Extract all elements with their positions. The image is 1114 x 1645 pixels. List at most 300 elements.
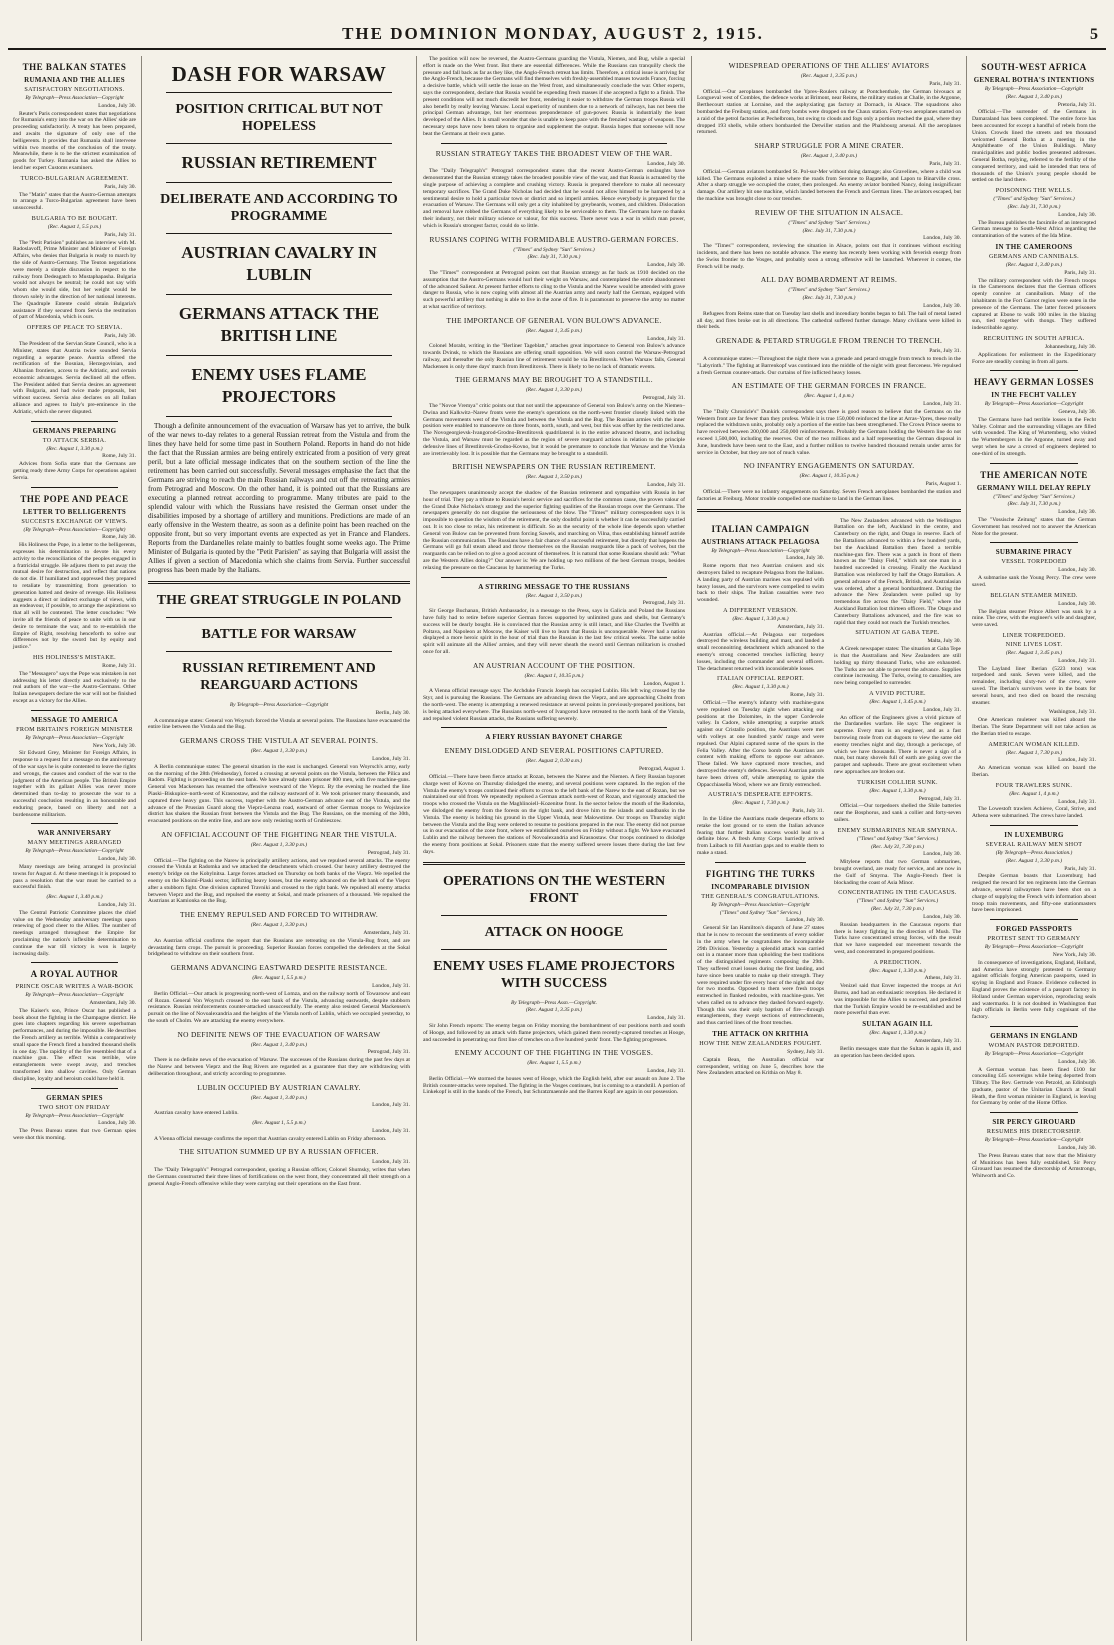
- byline: ("Times" and Sydney "Sun" Services.): [856, 898, 939, 905]
- article-text: The President of the Servian State Council, who is a Minister, states that Austria twice sounded Servia regarding a separate peace. Austria offered the rectification of the Bosnian, Herzegovinian, and Albanian frontiers, access to the Adriatic, and certain economic advantages. Servia declined all the offers. The President added that Servia desires an agreement with Bulgaria, and had twice made proposals, but without success. Servia also declares on all Italian alliance and agrees to Italy's pre-eminence in the Adriatic, which she never disputed.: [13, 340, 136, 415]
- dateline: Paris, July 31.: [792, 808, 824, 815]
- dateline: Malta, July 30.: [927, 638, 961, 645]
- byline: (By Telegraph—Press Association—Copyright): [23, 526, 126, 533]
- dateline: London, July 30.: [1058, 509, 1096, 516]
- dateline: London, July 30.: [786, 917, 824, 924]
- dateline: Berlin, July 30.: [375, 709, 410, 716]
- divider: [31, 1088, 118, 1089]
- article-text: An officer of the Engineers gives a vivid picture of the Dardanelles warfare. He says: The engineer is supreme. Every man is an engineer, and as a fast burrowing mole from cut dugouts to view the same old enemy trenches night and day, through a periscope, of which we have thousands. There is never a sign of a man, but many shovels full of earth are going over the parapet and sapheads. There are great excitement when new approaches are broken out.: [834, 714, 961, 775]
- dateline: London, July 31.: [372, 982, 410, 989]
- headline: ITALIAN CAMPAIGN: [711, 523, 810, 534]
- headline: MESSAGE TO AMERICA: [31, 715, 118, 724]
- headline: GERMANS PREPARING: [32, 426, 117, 435]
- divider: [697, 509, 961, 512]
- dateline: London, July 31.: [1058, 798, 1096, 805]
- divider: [441, 949, 667, 950]
- article-text: A communique states: General von Woyrsch forced the Vistula at several points. The Russians have evacuated the entire line between the Vistula and the Bug.: [148, 717, 410, 731]
- received-line: (Rec. August 1, 3.45 p.m.): [869, 698, 926, 705]
- article-text: Colonel Moraht, writing in the "Berliner Tageblatt," attaches great importance to General von Bulow's advance towards Dvinsk, to which the Russians are offering small opposition. We will soon control the Warsaw-Petrograd railway, and thereafter the only Russian line of retirement would be via Brestlitovsk. When Warsaw falls, General Mackensen is only three days' march from Brestlitovsk. There is likely to be no lack of dramatic events.: [423, 343, 685, 370]
- dateline: London, July 30.: [1058, 600, 1096, 607]
- byline: By Telegraph—Press Association—Copyright: [984, 86, 1084, 92]
- subheadline: TURCO-BULGARIAN AGREEMENT.: [20, 174, 129, 182]
- byline: By Telegraph—Press Association—Copyright: [229, 702, 329, 708]
- dateline: London, July 30.: [647, 160, 685, 167]
- two-column-block: [697, 518, 961, 1081]
- article-text: A Greek newspaper states: The situation at Gaba Tepe is that the Australians and New Zealanders are still holding up thirty thousand Turks, who are exhausted. The Turks are not able to prevent the advance. Supplies continue increasing. The Turks, owing to casualties, are now being compelled to surrender.: [834, 646, 961, 687]
- article-text: The "Daily Chronicle's" Dunkirk correspondent says there is good reason to believe that the Germans on the Western front are far fewer than they profess. While it is true 150,000 reinforced the line at Arras–Ypres, these really replaced the withdrawn units, probably only a portion of the entire has been strengthened. The Crown Prince seems to have received between 200,000 and 250,000 reinforcements. Probably the Germans holding the Western line do not exceed 1,500,000, including the reserves. Out of the two millions and a half representing the German disposal in June, hundreds have been sent to the East, and a further million to twelve hundred thousand remain under arms for service in October, but they are not of much value.: [697, 408, 961, 456]
- subheadline: THE GENERAL'S CONGRATULATIONS.: [701, 892, 820, 900]
- dateline: Petrograd, July 31.: [367, 1049, 410, 1056]
- subheadline: ENEMY DISLODGED AND SEVERAL POSITIONS CAPTURED.: [444, 746, 664, 756]
- byline: ("Times" and Sydney "Sun" Services.): [788, 287, 870, 294]
- divider: [31, 487, 118, 488]
- received-line: (Rec. August 1, 3.45 p.m.): [1005, 650, 1063, 657]
- received-line: (Rec. August 1, 4 p.m.): [1009, 790, 1059, 797]
- article-text: The "Times'" correspondent at Petrograd points out that Russian strategy as far back as 1910 decided on the assumption that the Austro-Germans would hurl their weight on Warsaw, and contemplated the entire abandonment of the advanced Salient. At present further efforts to cling to the Vistula and the Narew would be attended with grave danger to Russia, who is now coping with almost all the Austrian army and nearly half the German, equipped with such powerful artillery that nothing is able to live in the zone of fire. It is paramount to preserve the army no matter at what sacrifice of territory.: [423, 269, 685, 310]
- subheadline: ENEMY SUBMARINES NEAR SMYRNA.: [837, 826, 958, 834]
- article-text: Many meetings are being arranged in provincial towns for August 4. At these meetings it is proposed to pass a resolution that the war must be carried to a successful finish.: [13, 863, 136, 891]
- article-text: Berlin messages state that the Sultan is again ill, and an operation has been decided upon.: [834, 1045, 961, 1059]
- article-text: Refugees from Reims state that on Tuesday last shells and incendiary bombs began to fall. The hail of metal lasted all day, and fires broke out in all directions. The cathedral suffered further damage. Many civilians were killed in their beds.: [697, 310, 961, 331]
- received-line: (Rec. August 1, 3.30 p.m.): [1005, 857, 1063, 864]
- dateline: London, July 30.: [1058, 567, 1096, 574]
- column-4: [692, 56, 967, 1641]
- byline: By Telegraph—Press Association—Copyright: [25, 734, 124, 741]
- article-text: An Austrian official confirms the report that the Russians are retreating on the Vistula-Bug front, and are devastating farm crops. The pursuit is proceeding. Superior Russian forces compelled the defenders at the Sokal bridgehead to withdraw on their southern front.: [148, 937, 410, 958]
- headline: THE AMERICAN NOTE: [980, 469, 1088, 480]
- received-line: (Rec. August 1, 7.30 p.m.): [732, 800, 789, 807]
- headline: SOUTH-WEST AFRICA: [981, 62, 1087, 72]
- subheadline: SATISFACTORY NEGOTIATIONS.: [24, 86, 125, 93]
- article-text: Sir George Buchanan, British Ambassador, in a message to the Press, says in Galicia and Poland the Russians have fully had to retire before superior German forces supported by unlimited guns and shells, but Germany's success will be dearly bought. He is convinced that the Russian army is still intact, and like Charles the Twelfth at Poltava, and Napoleon at Moscow, the Kaiser will live to learn that Russia is unconquerable. Never had a nation displayed a more heroic spirit in the hour of trial than the Russian in the last few critical weeks. The same noble spirit will animate all the Allies' armies, and they will never sheath the sword until German militarism is crushed once for all.: [423, 608, 685, 655]
- divider: [31, 962, 118, 963]
- subheadline: GERMANS ADVANCING EASTWARD DESPITE RESISTANCE.: [170, 963, 388, 973]
- subheadline: SULTAN AGAIN ILL: [862, 1020, 933, 1029]
- subheadline: ENEMY USES FLAME PROJECTORS WITH SUCCESS: [433, 958, 675, 991]
- subheadline: HOW THE NEW ZEALANDERS FOUGHT.: [699, 1040, 822, 1048]
- article-text: The "Petit Parisien" publishes an interview with M. Radoslavoff, Prime Minister and Minister of Foreign Affairs, who denies that Bulgaria is ready to march by the side of Austro-Germany. The Teuton negotiations were merely a simple discussion in respect to the railway from Dedeagatch to Mustaphapasha. Bulgaria would not always be neutral; he could not say with whom she would side, but her weight would be thrown solely in the direction of her national interests. The Quadruple Entente could obtain Bulgaria's assistance if they secured from Servia the restitution of part of Macedonia, which is ours.: [13, 239, 136, 321]
- subheadline: VESSEL TORPEDOED: [1001, 558, 1067, 566]
- divider: [166, 416, 392, 417]
- divider: [166, 143, 392, 144]
- dateline: Rome, July 30.: [102, 534, 136, 541]
- byline: By Telegraph—Press Association—Copyright: [25, 95, 124, 101]
- article-text: The "Daily Telegraph's" Petrograd correspondent, quoting a Russian officer, Colonel Shumsky, writes that when the Germans constructed their three lines of fortifications on the west front, they concentrated all their strength on a general Anglo-French offensive while they were carrying out their operations on the East front.: [148, 1167, 410, 1187]
- received-line: (Rec. July 31, 7.30 p.m.): [527, 254, 581, 261]
- headline: FORGED PASSPORTS: [995, 925, 1073, 934]
- headline: IN THE CAMEROONS: [995, 242, 1073, 251]
- received-line: (Rec. August 1, 3.30 p.m.): [250, 748, 308, 755]
- subheadline: INCOMPARABLE DIVISION: [711, 882, 810, 891]
- article-text: His Holiness the Pope, in a letter to the belligerents, expresses his determination to devote his every activity to the reconciliation of the peoples engaged in a fratricidal struggle. He adjures them to put away the mutual desire for destruction, and reflect that nations do not die. If humiliated and oppressed they prepared to retaliate by transmitting from generation to generation hatred and desire of revenge. His Holiness suggests a direct or indirect exchange of views, with an endeavour, if possible, to arrange the aspirations so that all will be contented. The letter concludes: "We invite all the friends of peace to unite with us in our desire to terminate the war, and to re-establish the Empire of Right, resolving henceforth to solve our differences not by the sword but by equity and justice.": [13, 542, 136, 651]
- received-line: (Rec. July 31, 7.30 p.m.): [871, 906, 924, 913]
- headline: A FIERY RUSSIAN BAYONET CHARGE: [485, 733, 623, 742]
- sub-column-right: [834, 518, 961, 1081]
- received-line: (Rec. August 1, 3.30 p.m.): [732, 684, 789, 691]
- article-text: Despite German boasts that Luxemburg had resigned the reward for ten regiments into the German advance, several railwaymen have been shot on a charge of supplying the French with information about troop train movements, and fifty-one stationmasters have been imprisoned.: [972, 873, 1096, 914]
- sub-column-left: [697, 518, 824, 1081]
- byline: By Telegraph—Press Association—Copyright: [711, 901, 810, 908]
- article-text: The newspapers unanimously accept the shadow of the Russian retirement and sympathise with Russia in her hour of trial. They pay a tribute to Russia's heroic service and sacrifices for the common cause, the proven valour of the Grand Duke Nicholas's strategy and the superior fighting qualities of the Russian troops over the Germans. The newspapers generally do not disguise the seriousness of the blow. The "Times'" military correspondent says it is impossible to question the wisdom of the retirement, the only doubtful point is whether it can be successfully carried out. It is too close to relax, his retirement is difficult. So as the security of the whole line depends upon whether General von Bulow can be prevented from forcing Sawels, and marching on Vilna, thus establishing himself astride the Russian communication. The Russians have a fair chance of a successful retirement, but directly that happens the Germans will go full steam ahead and throw themselves on the Russian rearguards like a pack of wolves, but the rearguards can be relied on to give a good account of themselves. It is natural that some Russians should ask: "What are the Western Allies doing?" Our answer is: We are holding up two millions of the best German troops, besides relaxing the pressure on the Caucasus by hammering the Turks.: [423, 490, 685, 571]
- received-line: (Rec. July 31, 7.30 p.m.): [871, 843, 924, 850]
- divider: [990, 542, 1078, 543]
- divider: [990, 825, 1078, 826]
- headline: THE GREAT STRUGGLE IN POLAND: [156, 593, 402, 608]
- article-text: An American woman was killed on board the Iberian.: [972, 765, 1096, 778]
- divider: [441, 915, 667, 916]
- subheadline: CONCENTRATING IN THE CAUCASUS.: [838, 889, 957, 897]
- subheadline: ATTACK ON HOOGE: [484, 924, 624, 940]
- divider: [166, 233, 392, 234]
- subheadline: A DIFFERENT VERSION.: [723, 607, 798, 615]
- article-text: Official.—The fighting on the Narew is principally artillery actions, and we repulsed several attacks. The enemy crossed the Vistula at Radomka and we attacked the detachments which crossed. Our heavy artillery destroyed the enemy's bridge on the Kobylnitsa. Large forces attacked on Thursday on both banks of the Vieprz. We repelled the enemy on the Khoimi-Piaski sector, inflicting heavy losses, but the enemy advanced on the left bank of the Vieprz after a stubborn fight. One division captured Travniki and crossed to the right bank. We repulsed all enemy attacks between Vieprz and the Bug, and repulsed the enemy at Sokal, and made prisoners of a thousand. We repulsed the Austrians at Kamionka on the Bug.: [148, 857, 410, 905]
- article-text: The military correspondent with the French troops in the Cameroons declares that the German officers openly connive at cannibalism. Many of the inhabitants in the Fort Garnot region were eaten in the presence of the Germans. The latter forced prisoners captured at Ebone to walk 100 miles in the blazing sun, tied together with thongs. They suffered indescribable agony.: [972, 277, 1096, 332]
- byline: By Telegraph—Press Association—Copyright: [25, 1112, 124, 1119]
- article-text: General Sir Ian Hamilton's dispatch of June 27 states that he is now to recount the sentiments of every soldier in the army when he congratulates the incomparable 29th Division. Yesterday a splendid attack was carried out in a manner more than upholding the best traditions of the distinguished regiments composing the 29th. They suffered cruel losses during the first landing, and have since been unable to make up their strength. They were required under fire every hour of the night and day for two months. Opposed to them were fresh troops entrenched in flanked redoubts, with machine-guns. Yet when called on to advance they dashed forward eagerly. Though this was their only baptism of fire—through entanglements, they swept sections of entrenchments, and thus carried lines of the front trenches.: [697, 925, 824, 1027]
- subheadline: RUMANIA AND THE ALLIES: [24, 76, 125, 84]
- article-text: Austrian official.—At Pelagosa our torpedoes destroyed the wireless building and mast, and landed a small reconnoitring detachment which advanced to the enemy's strong concerted trenches inflicting heavy losses, including the commander and several officers. The detachment returned with inconsiderable losses.: [697, 631, 824, 672]
- dateline: Geneva, July 30.: [1058, 409, 1096, 416]
- received-line: (Rec. August 1, 4 p.m.): [804, 393, 854, 400]
- byline: (By Telegraph—Press Association.): [995, 849, 1073, 856]
- received-line: (Rec. August 1, 3.40 p.m.): [250, 1094, 308, 1101]
- columns: [8, 56, 1106, 1641]
- dateline: Paris, July 31.: [929, 160, 961, 167]
- deck-headline: RUSSIAN RETIREMENT: [181, 153, 377, 172]
- dateline: London, July 30.: [98, 856, 136, 863]
- article-text: A Berlin communique states: The general situation in the east is unchanged. General von Woyrsch's army, early on the morning of the 28th (Wednesday), forced a crossing at several points on the Vistula, between the Pilica and Radom. Fighting is proceeding on the east bank. We have already taken prisoner 800 men, with five machine-guns. General von Mackensen has resumed the offensive westward of the Vieprz. By the evening he reached the line Piaski–Biskupice–north-west of Krasnostaw, and the railway eastward of it. We took prisoner many thousands, and captured three heavy guns. This success, together with the Austro-German advance east of the Vistula, and the advance of the Prussian Guard along the Vieprz-Lenzna road, eastward of other German troops to Wojslawice district has shaken the Russian front between the Vistula and the Bug. The Russians, on the morning of the 30th, evacuated positions on the entire line, and are now only resisting north of Grubieszow.: [148, 763, 410, 825]
- dateline: London, July 31.: [923, 706, 961, 713]
- subheadline: ALL DAY BOMBARDMENT AT REIMS.: [760, 275, 898, 285]
- received-line: (Rec. August 1, 3.35 p.m.): [525, 1007, 583, 1014]
- divider: [31, 710, 118, 711]
- subheadline: PRINCE OSCAR WRITES A WAR-BOOK: [15, 983, 134, 991]
- dateline: New York, July 30.: [92, 742, 136, 749]
- subheadline: SUCCESTS EXCHANGE OF VIEWS.: [21, 517, 128, 525]
- subheadline: SITUATION AT GABA TEPE.: [855, 629, 940, 637]
- subheadline: LUBLIN OCCUPIED BY AUSTRIAN CAVALRY.: [197, 1082, 361, 1092]
- subheadline: PROTEST SENT TO GERMANY: [987, 935, 1081, 943]
- received-line: (Rec. August 1, 5.5 p.m.): [527, 1060, 581, 1067]
- subheadline: TURKISH COLLIER SUNK.: [857, 778, 938, 786]
- divider: [990, 1112, 1078, 1113]
- article-text: A German woman has been fined £100 for concealing £45 sovereigns while being deported from Tilbury. The Rev. Gertrude von Petzold, an Edinburgh graduate, pastor of the Unitarian Church at Small Heath, the first woman minister in England, is leaving for Germany by order of the Home Office.: [972, 1066, 1096, 1107]
- subheadline: BRITISH NEWSPAPERS ON THE RUSSIAN RETIREMENT.: [452, 462, 656, 472]
- subheadline: ENEMY ACCOUNT OF THE FIGHTING IN THE VOSGES.: [454, 1048, 654, 1058]
- subheadline: LETTER TO BELLIGERENTS: [22, 507, 127, 516]
- divider: [441, 727, 667, 728]
- subheadline: NINE LIVES LOST.: [1005, 641, 1063, 649]
- article-text: A communique states:—Throughout the night there was a grenade and petard struggle from trench to trench in the "Labyrinth." The fighting at Barrenkopf was continued into the middle of the night with great fierceness. We repulsed a fresh German counter-attack. Our curtains of fire inflicted heavy losses.: [697, 355, 961, 376]
- column-1: [8, 56, 142, 1641]
- byline: ("Times" and Sydney "Sun" Services.): [993, 493, 1075, 500]
- headline: SUBMARINE PIRACY: [995, 548, 1073, 557]
- article-text: The Central Patriotic Committee places the chief value on the Wednesday anniversary meetings upon renewing of good cheer to the Allies. The number of meetings arranged throughout the Empire for proclaiming the nation's inflexible determination to continue the war till victory is won is largely increasing daily.: [13, 909, 136, 957]
- article-text: The Belgian steamer Prince Albert was sunk by a mine. The crew, with the engineer's wife and daughter, were saved.: [972, 608, 1096, 629]
- article-text: The Press Bureau states that now that the Ministry of Munitions has been fully established, Sir Percy Girouard has resumed the directorship of Armstrongs, Whitworth and Co.: [972, 1152, 1096, 1180]
- article-text: Mitylene reports that two German submarines, brought overland, are ready for service, and are now in the Gulf of Smyrna. The Anglo-French fleet is blockading the coast of Asia Minor.: [834, 859, 961, 886]
- dateline: Pretoria, July 31.: [1057, 101, 1096, 108]
- byline: ("Times" and Sydney "Sun" Services.): [788, 219, 870, 226]
- divider: [31, 421, 118, 422]
- dateline: Amsterdam, July 31.: [777, 623, 824, 630]
- dateline: London, July 30.: [647, 262, 685, 269]
- article-text: The position will now be reversed, the Austro-Germans guarding the Vistula, Niemen, and Bug, while a special effort is made on the West front. But there are essential differences. While the Russians can tranquilly check the pressure and fall back as far as they like, the Anglo-French retreat has limits. Therefore, a critical issue is arriving for the Anglo-French, because the Germans will find themselves with freshly-assembled masses towards France, forcing a decisive battle, which will settle the issue on the West front, and simultaneously conclude the war. Other experts, says the correspondent, declare that Russia would be expending fresh masses if she accepted a fight to a finish. The present conditions will not much discredit her front, rendering it easier to withdraw the German troops Russia will also benefit by really leaving Warsaw. Local superiority of numbers due to a network of railways, has not been the principal German advantage, but her enormous preponderance of gun-power. Russia is industrially the least developed of the Allies. It is small wonder that she is unable to keep pace with the frenzied wastage of weapons. The necessary steps have now been taken to organise and supplement the output. Russia hopes that someone will now beat the Germans at their own game.: [423, 56, 685, 137]
- masthead-title: THE DOMINION MONDAY, AUGUST 2, 1915.: [342, 24, 764, 43]
- byline: By Telegraph—Press Association—Copyright: [984, 944, 1084, 951]
- subheadline: AUSTRIA'S DESPERATE EFFORTS.: [708, 791, 813, 799]
- subheadline: AN AUSTRIAN ACCOUNT OF THE POSITION.: [472, 660, 636, 670]
- deck-headline: POSITION CRITICAL BUT NOT HOPELESS: [175, 102, 383, 134]
- article-text: Official.—German aviators bombarded St. Pol-sur-Mer without doing damage; also Gravelines, where a child was killed. The Germans exploded a mine where the roads from Seronne to Bagatelle, and Lapon to Binarville cross. After a sharp struggle we occupied the crater, then prolonged. An enemy aviator bombed Nancy, doing insignificant damage. Our artillery hit one machine, which landed between the French and German lines. The aviators escaped, but the machine was brought close to our trenches.: [697, 168, 961, 202]
- divider: [166, 651, 392, 652]
- article-text: The "Messagero" says the Pope was mistaken in not addressing his letter directly and exclusively to the real authors of the war—the Austro-Germans. Other Italian newspapers declare the war will not be finished except as a victory for the Allies.: [13, 670, 136, 704]
- dateline: Petrograd, July 31.: [642, 600, 685, 607]
- received-line: (Rec. August 1, 3.30 p.m.): [525, 387, 583, 394]
- subheadline: TWO SHOT ON FRIDAY: [38, 1103, 111, 1111]
- headline: WAR ANNIVERSARY: [37, 829, 112, 838]
- subheadline: GERMANS CROSS THE VISTULA AT SEVERAL POINTS.: [179, 736, 379, 746]
- subheadline: REVIEW OF THE SITUATION IN ALSACE.: [754, 207, 904, 217]
- received-line: (Rec. July 31, 7.30 p.m.): [802, 295, 856, 302]
- article-text: Berlin Official.—Our attack is progressing north-west of Lomza, and on the railway north of Towaroow and east of Rozan. General Von Woyrsch crossed to the east bank of the Vistula, advancing eastwards, despite stubborn resistance. Russian reinforcements counter-attacked unsuccessfully. The enemy also resisted General Mackensen's pursuit on the line of Novoalexandria and the heights of the Vistula north of Lublin, which we occupied yesterday, to the south of Cholm. We are attacking the enemy everywhere.: [148, 990, 410, 1024]
- dateline: New York, July 30.: [1052, 951, 1096, 958]
- subheadline: AN ESTIMATE OF THE GERMAN FORCES IN FRANCE.: [731, 381, 927, 391]
- subheadline: THE IMPORTANCE OF GENERAL VON BULOW'S ADVANCE.: [446, 315, 662, 325]
- article-text: The Bureau publishes the facsimile of an intercepted German message to South-West Africa regarding the contamination of the waters of the Ida Mine.: [972, 219, 1096, 240]
- article-text: The "Matin" states that the Austro-German attempts to arrange a Turco-Bulgarian agreement have been unsuccessful.: [13, 191, 136, 212]
- dateline: Rome, July 31.: [102, 663, 136, 669]
- received-line: (Rec. August 1, 3.30 p.m.): [250, 922, 308, 929]
- received-line: (Rec. July 31, 7.30 p.m.): [1007, 203, 1061, 210]
- subheadline: SHARP STRUGGLE FOR A MINE CRATER.: [754, 141, 904, 151]
- subheadline: THE ENEMY REPULSED AND FORCED TO WITHDRAW.: [179, 910, 379, 920]
- divider: [441, 143, 667, 144]
- dateline: London, July 31.: [1058, 757, 1096, 764]
- received-line: (Rec. August 1, 10.35 p.m.): [799, 473, 859, 480]
- headline: OPERATIONS ON THE WESTERN FRONT: [442, 873, 666, 906]
- received-line: (Rec. August 1, 3.35 p.m.): [800, 73, 858, 79]
- dateline: Petrograd, July 31.: [918, 795, 961, 802]
- deck-headline: ENEMY USES FLAME PROJECTORS: [191, 365, 367, 406]
- divider: [990, 370, 1078, 371]
- subheadline: MANY MEETINGS ARRANGED: [27, 839, 122, 847]
- dateline: Paris, July 30.: [104, 183, 136, 190]
- byline: ("Times" and Sydney "Sun" Services.): [513, 246, 595, 253]
- subheadline: LINER TORPEDOED.: [1002, 632, 1066, 640]
- article-text: There is no definite news of the evacuation of Warsaw. The successes of the Russians during the past few days at the Narew and between Vieprz and the Bug Rivers are regarded as a guarantee that they are withdrawing with deliberation throughout, and strictly according to programme.: [148, 1057, 410, 1077]
- article-text: Official.—Our torpedoers shelled the Shile batteries near the Bosphorus, and sank a collier and forty-seven sailers.: [834, 803, 961, 823]
- received-line: (Rec. August 1, 7.30 p.m.): [1005, 749, 1063, 756]
- dateline: London, July 30.: [923, 302, 961, 309]
- headline: GERMANS IN ENGLAND: [990, 1031, 1078, 1040]
- divider: [166, 92, 392, 93]
- dateline: Paris, July 31.: [1064, 865, 1096, 872]
- byline: By Telegraph—Press Association—Copyright: [984, 1050, 1084, 1057]
- article-text: Official.—There were no infantry engagements on Saturday. Seven French aeroplanes bombarded the station and factories at Freiburg. Motor trouble compelled one machine to land in the German lines.: [697, 489, 961, 502]
- article-text: The "Times'" correspondent, reviewing the situation in Alsace, points out that it continues without exciting incidents, and there has been no notable advance. The enemy has recently been working with feverish energy from the Swiss frontier to the Vosges, and probably soon a strong offensive will be launched. Wherever it comes, the French will be ready.: [697, 243, 961, 270]
- dateline: Paris, August 1.: [925, 481, 961, 488]
- byline: By Telegraph—Press Association—Copyright: [711, 547, 810, 554]
- dateline: London, July 31.: [1058, 657, 1096, 664]
- dateline: London, July 31.: [647, 482, 685, 489]
- headline: FIGHTING THE TURKS: [705, 868, 816, 879]
- article-text: Reuter's Paris correspondent states that negotiations for Rumania's entry into the war on the Allies' side are proceeding satisfactorily. A treaty has been prepared, and awaits the signature of only one of the belligerents. It provides that Rumania shall intervene within two months of the conclusion of the treaty. Meanwhile, there is to be the strictest examination of goods for Turkey. Rumania has asked the Allies to lend her expert Customs examiners.: [13, 110, 136, 171]
- main-headline: DASH FOR WARSAW: [171, 62, 387, 86]
- article-text: One American muleteer was killed aboard the Iberian. The State Department will not take action as the Iberian tried to escape.: [972, 717, 1096, 737]
- dateline: London, July 30.: [98, 1120, 136, 1127]
- received-line: (Rec. August 1, 3.40 p.m.): [1005, 93, 1063, 100]
- dateline: London, July 31.: [647, 1068, 685, 1075]
- subheadline: RESUMES HIS DIRECTORSHIP.: [986, 1128, 1082, 1136]
- dateline: Paris, July 31.: [929, 348, 961, 355]
- byline: ("Times" and Sydney "Sun" Services.): [856, 835, 939, 842]
- dateline: Paris, July 31.: [104, 231, 136, 238]
- dateline: Johannesburg, July 30.: [1044, 343, 1096, 350]
- received-line: (Rec. August 1, 3.50 p.m.): [525, 474, 583, 481]
- dateline: London, July 30.: [98, 102, 136, 109]
- headline: A ROYAL AUTHOR: [30, 969, 119, 980]
- subheadline: SEVERAL RAILWAY MEN SHOT: [985, 840, 1083, 848]
- received-line: (Rec. July 31, 7.30 p.m.): [802, 227, 856, 234]
- masthead: [8, 18, 1106, 50]
- dateline: London, July 30.: [786, 555, 824, 562]
- divider: [423, 862, 685, 865]
- received-line: (Rec. August 1, 3.30 p.m.): [869, 787, 926, 794]
- subheadline: IN THE FECHT VALLEY: [991, 391, 1077, 400]
- article-text: In the Udine the Austrians made desperate efforts to retake the lost ground or to stem the Italian advance fearing that further Italian success would lead to a definite blow. A fresh Army Corps hurriedly arrived from Laibach to fill Austrian gaps and to enable them to make a stand.: [697, 815, 824, 856]
- article-text: In consequence of investigations, England, Holland, and America have strongly protested to Germany against officials forging American passports, used in spying in England and France. Evidence collected in England proves the existence of a passport factory in Holland under German supervision, reproducing seals and watermarks. It is not doubted in Washington that high officials in Berlin were fully cognisant of the factory.: [972, 959, 1096, 1021]
- received-line: (Rec. August 1, 3.45 p.m.): [525, 327, 583, 334]
- subheadline: BELGIAN STEAMER MINED.: [990, 591, 1078, 599]
- dateline: Washington, July 31.: [1048, 709, 1096, 716]
- dateline: Sydney, July 31.: [787, 1049, 824, 1056]
- article-text: Sir John French reports: The enemy began on Friday morning the bombardment of our positions north and south of Hooge, and followed by an attack with flame projectors, which gained them recently-captured trenches at Hooge, and succeeded in penetrating our first line of trenches on a five hundred yards' front. The fighting progresses.: [423, 1022, 685, 1043]
- byline: By Telegraph—Press Assn.—Copyright.: [510, 999, 598, 1006]
- subheadline: OFFERS OF PEACE TO SERVIA.: [26, 324, 123, 332]
- article-text: Official.—Our aeroplanes bombarded the Ypres–Roulers railway at Pontchenthale, the German bivouacs at Longueval west of Combles, the defence works at Brimont, near Reims, the military station at Challe, in the Argonne, Berthecourt station at Lorraine, and the asphyxiating gas factory at Dornach, in Alsace. The squadrons also bombarded the Freiburg station, and forty bombs were dropped on the Chaux station. Forty-two aeroplanes started on a raid of the petrol factories at Pechelbronn, but owing to clouds and fogs only a portion reached the goal, where they dropped 193 shells, while others bombarded the Detwiller station and the Phalsbourg arsenal. All the aeroplanes returned.: [697, 88, 961, 136]
- subheadline: GENERAL BOTHA'S INTENTIONS: [973, 76, 1095, 84]
- dateline: Amsterdam, July 30.: [89, 1000, 136, 1007]
- article-text: Official.—The surrender of the Germans in Damaraland has been completed. The entire force has been accounted for except a handful of rebels from the Union. Crowds lined the streets and ten thousand welcomed General Botha at a meeting in the Amphitheatre of the Union Buildings. Many municipalities and public bodies presented addresses. General Botha, replying, referred to the fertility of the conquered territory, and said he intended that tens of thousands of the Union's young people should be settled on the land there.: [972, 109, 1096, 184]
- subheadline: A VIVID PICTURE.: [869, 689, 926, 697]
- subheadline: NO INFANTRY ENGAGEMENTS ON SATURDAY.: [743, 461, 915, 471]
- received-line: (Rec. August 1, 3.30 p.m.): [46, 445, 103, 452]
- subheadline: HIS HOLINESS'S MISTAKE.: [33, 654, 116, 661]
- subheadline: WIDESPREAD OPERATIONS OF THE ALLIES' AVIATORS: [728, 61, 930, 70]
- article-text: A Vienna official message says: The Archduke Francis Joseph has occupied Lublin. His left wing crossed by the Styr, and is pursuing the Russians. The Germans are advancing down the Vieprz, and are approaching Cholm from the north-west. The enemy is attempting a renewed resistance at several points in previously-prepared positions, but is being attacked everywhere. The Russians north-west of Ivangorod have retreated to the north bank of the Vistula, and repulsed violent Russian attacks, the Russians suffering severely.: [423, 688, 685, 722]
- subheadline: RECRUITING IN SOUTH AFRICA.: [983, 334, 1085, 342]
- headline: IN LUXEMBURG: [1004, 830, 1064, 839]
- received-line: (Rec. August 1, 3.40 p.m.): [1005, 261, 1063, 268]
- deck-headline: GERMANS ATTACK THE BRITISH LINE: [178, 304, 380, 345]
- received-line: (Rec. July 31, 7.30 p.m.): [1007, 501, 1061, 508]
- subheadline: THE SITUATION SUMMED UP BY A RUSSIAN OFFICER.: [179, 1147, 379, 1157]
- dateline: Rome, July 31.: [102, 453, 136, 460]
- article-text: Rome reports that two Austrian cruisers and six destroyers failed to recapture Pelagosa from the Italians. A landing party of Austrian marines was repulsed with heavy losses, and the survivors were compelled to swim back to their ships. The Italian casualties were two wounded.: [697, 563, 824, 604]
- dateline: Rome, July 31.: [790, 692, 824, 699]
- subheadline: RUSSIAN STRATEGY TAKES THE BROADEST VIEW OF THE WAR.: [435, 148, 673, 158]
- byline: By Telegraph—Press Association—Copyright: [984, 1137, 1084, 1144]
- dateline: London, July 31.: [372, 755, 410, 762]
- dateline: London, July 31.: [372, 1102, 410, 1109]
- divider: [715, 862, 806, 863]
- dateline: Paris, July 31.: [1064, 269, 1096, 276]
- divider: [166, 294, 392, 295]
- article-text: Applications for enlistment in the Expeditionary Force are steadily coming in from all parts.: [972, 351, 1096, 365]
- subheadline: POISONING THE WELLS.: [995, 187, 1073, 195]
- dateline: London, July 31.: [372, 1159, 410, 1166]
- subheadline: AN OFFICIAL ACCOUNT OF THE FIGHTING NEAR THE VISTULA.: [161, 829, 397, 839]
- dateline: Petrograd, July 31.: [367, 849, 410, 856]
- divider: [31, 823, 118, 824]
- article-text: The "Novoe Vremya" critic points out that not until the appearance of General von Bulow's army on the Niemen–Dwina and Kalkwitz–Narew fronts were the enemy's operations on the north-west frontier closely linked with the Germans movements west of the Vistula and between the Vistula and the Bug. The Russian armies with the inner position were enabled to manoeuvre on three fronts, north, south, and west, but this was offset by the restricted area. The Novogeorgievsk-Ivangorod-Grodno-Brestlitovsk quadrilateral is in the entire advanced theatre, and including the Vistula, and Warsaw must be regarded as the region of severe rearguard actions in relation to the principle defensive lines of Brestlitovsk-Grodno-Kovno, but it would be premature to conclude that Warsaw and the Vistula are irretrievably lost. It is possible that the Germans may be brought to a standstill.: [423, 403, 685, 457]
- article-text: Captain Bean, the Australian official war correspondent, writing on June 5, describes how the New Zealanders attacked on Krithia on May 8.: [697, 1056, 824, 1077]
- article-text: Berlin Official.—We stormed the houses west of Hooge, which the English held, after our assault on June 2. The British counter-attacks were repulsed. The fighting in the Vosges continues, but is coming to a standstill. A portion of Linkekopf is still in the hands of the French, but Schratzmaennle and the Barren Kopf are again in our possession.: [423, 1075, 685, 1096]
- headline: SIR PERCY GIROUARD: [992, 1118, 1076, 1127]
- dateline: Petrograd, July 31.: [642, 395, 685, 402]
- article-text: A Vienna official message confirms the report that Austrian cavalry entered Lublin on Friday afternoon.: [154, 1135, 387, 1142]
- article-text: The "Daily Telegraph's" Petrograd correspondent states that the recent Austro-German onslaughts have demonstrated that the Russian strategy takes the broadest possible view of the war, and that Russia is actuated by the single purpose of achieving a complete and crushing victory. Russia is prepared therefore to make all necessary temporary sacrifices. The Grand Duke Nicholas had decided that he would not allow himself to be hampered by a sentimental desire to hold a particular town or district and so imperil armies. Hence everybody is prepared for the evacuation of Warsaw. The Germans will only get a city inhabited by greybeards, women, and children. Dislocation and removal have robbed the Germans of everything likely to be serviceable to them. The Germans have no thanks their industry, not their military science or valour, for this success. There never was a war in which man power, which is Russia's strongest factor, could do so little.: [423, 168, 685, 229]
- article-text: Official.—There have been fierce attacks at Rozan, between the Narew and the Niemen. A fiery Russian bayonet charge west of Kovno on Thursday dislodged the enemy, and several positions were captured. In the region of the Vistula the enemy's troops continued their efforts to cross to the left bank of the Narew to the east of Rozan, but we maintained our old front. We repeatedly repulsed a German attack north-west of Rozan, and vigorously attacked the troops who crossed the Vistula on the Maghlinoiell–Kozenitse front. In the sector below the mouth of the Radomka, we dislodged the enemy from the forests on the right bank, and drove him to the islands and sandbanks in the Vistula. The enemy is holding his ground in the Upper Vistula, near Malowstime. Our troops on Thursday night between the Vistula and the Bug were ordered to resume to positions prepared in the rear. The enemy did not pursue us in our evacuation of the zone front, where we established ourselves on Friday without a fight. We have evacuated Lublin and the railway between the stations of Novoalexandria and Krasnostaw. Our troops continued to dislodge the enemy from positions at Sokal. Prisoners state that the enemy suffered severe losses there during the last few days.: [423, 773, 685, 855]
- subheadline: BULGARIA TO BE BOUGHT.: [31, 214, 118, 222]
- subheadline: GERMANY WILL DELAY REPLY: [976, 483, 1092, 492]
- divider: [990, 463, 1078, 464]
- subheadline: GRENADE & PETARD STRUGGLE FROM TRENCH TO TRENCH.: [715, 336, 943, 346]
- article-text: Venizel said that Enver inspected the troops at Ari Burnu, and had an enthusiastic reception. He declared it was impossible for the Allies to succeed, and predicted that the Turkish Empire would be re-established and be more powerful than ever.: [834, 983, 961, 1017]
- byline: By Telegraph—Press Association—Copyright: [25, 848, 124, 855]
- divider: [166, 355, 392, 356]
- column-3: [417, 56, 692, 1641]
- divider: [166, 182, 392, 183]
- column-2: [142, 56, 417, 1641]
- subheadline: THE GERMANS MAY BE BROUGHT TO A STANDSTILL.: [455, 375, 653, 385]
- divider: [990, 1026, 1078, 1027]
- subheadline: ITALIAN OFFICIAL REPORT.: [717, 675, 804, 683]
- dateline: London, July 31.: [98, 901, 136, 908]
- received-line: (Rec. August 1, 3.40 p.m.): [46, 894, 103, 901]
- received-line: (Rec. August 2, 0.30 a.m.): [525, 758, 583, 765]
- received-line: (Rec. August 1, 5.5 p.m.): [252, 975, 306, 982]
- article-text: The New Zealanders advanced with the Wellington Battalion on the left, Auckland in the centre, and Canterbury on the right, and Otago in reserve. Each of the Battalions advanced to within a few hundred yards, but the Auckland Battalion then faced a terrible machine-gun fire. There was a patch in front of them known as the "Daisy Field," which not one man in a hundred succeeded in crossing. Finally the Auckland Battalion was reinforced by half the Otago Battalion. A general advance of the French, British, and Australasian was ordered, after a general bombardment. During the advance the New Zealanders were pulled up by tremendous fire across the "Daisy Field," where the Auckland Battalion lost thirteen officers. The Otago and Canterbury Battalions advanced, and the fire was so rapid that they could not reach the Turkish trenches.: [834, 517, 961, 626]
- received-line: (Rec. August 1, 5.5 p.m.): [47, 223, 102, 230]
- dateline: London, July 31.: [647, 1015, 685, 1022]
- byline: By Telegraph—Press Association—Copyright: [25, 992, 124, 999]
- article-text: The Kaiser's son, Prince Oscar has published a book about the fighting in the Champagne district. He goes into chapters regarding his severe superhuman performances, and during the impossible. He describes the French artillery as terrible. Within a comparatively small space the French fired a hundred thousand shells in one day. The rapidity of the fire resembled that of a machine gun. The effect was terrible, wire entanglements were swept away, and trenches transformed into shallow cavities. Only German discipline, loyalty and heroism could have held it.: [13, 1007, 136, 1082]
- byline: ("Times" and Sydney "Sun" Services.): [719, 909, 802, 916]
- subheadline: THE ATTACK ON KRITHIA: [712, 1030, 809, 1039]
- article-text: Russian headquarters in the Caucasus reports that there is heavy fighting in the direction of Mush. The Turks have concentrated strong forces, with the result that we have suspended our movement towards the west, and concentrated in prepared positions.: [834, 921, 961, 955]
- dateline: London, July 30.: [923, 851, 961, 858]
- subheadline: WOMAN PASTOR DEPORTED.: [988, 1041, 1080, 1049]
- subheadline: TO ATTACK SERBIA.: [42, 436, 107, 444]
- divider: [148, 581, 410, 584]
- received-line: (Rec. August 1, 3.40 p.m.): [250, 1041, 308, 1048]
- article-text: The Press Bureau states that two German spies were shot this morning.: [13, 1128, 136, 1142]
- column-5: [967, 56, 1101, 1641]
- received-line: (Rec. August 1, 3.30 p.m.): [250, 841, 308, 848]
- dateline: London, July 30.: [923, 235, 961, 242]
- received-line: (Rec. August 1, 3.30 p.m.): [869, 967, 926, 974]
- headline: HEAVY GERMAN LOSSES: [973, 377, 1095, 388]
- dateline: Paris, July 31.: [929, 80, 961, 87]
- divider: [166, 617, 392, 618]
- dateline: London, July 30.: [1058, 1058, 1096, 1065]
- dateline: Amsterdam, July 31.: [914, 1038, 961, 1045]
- dateline: London, July 30.: [1058, 211, 1096, 218]
- article-text: Official.—The enemy's infantry with machine-guns were repulsed on Tuesday night when attacking our positions at the Dolomites, in the upper Cordevole valley. In Cadore, while attempting a surprise attack against our Cristallo position, the Austrians were met with volleys at one hundred yards' range and were repulsed. Our Alpini captured some of the spurs in the Felia Valley. After the Corso bomb the Austrians are content with making efforts to oppose our advance. These failed. We have captured more trenches, and destroyed the enemy's defences. Several Austrian patrols have been driven off, while attempting to ignite the Oppacchiasella Wood, where we are firmly entrenched.: [697, 700, 824, 788]
- page-number: 5: [1090, 26, 1098, 43]
